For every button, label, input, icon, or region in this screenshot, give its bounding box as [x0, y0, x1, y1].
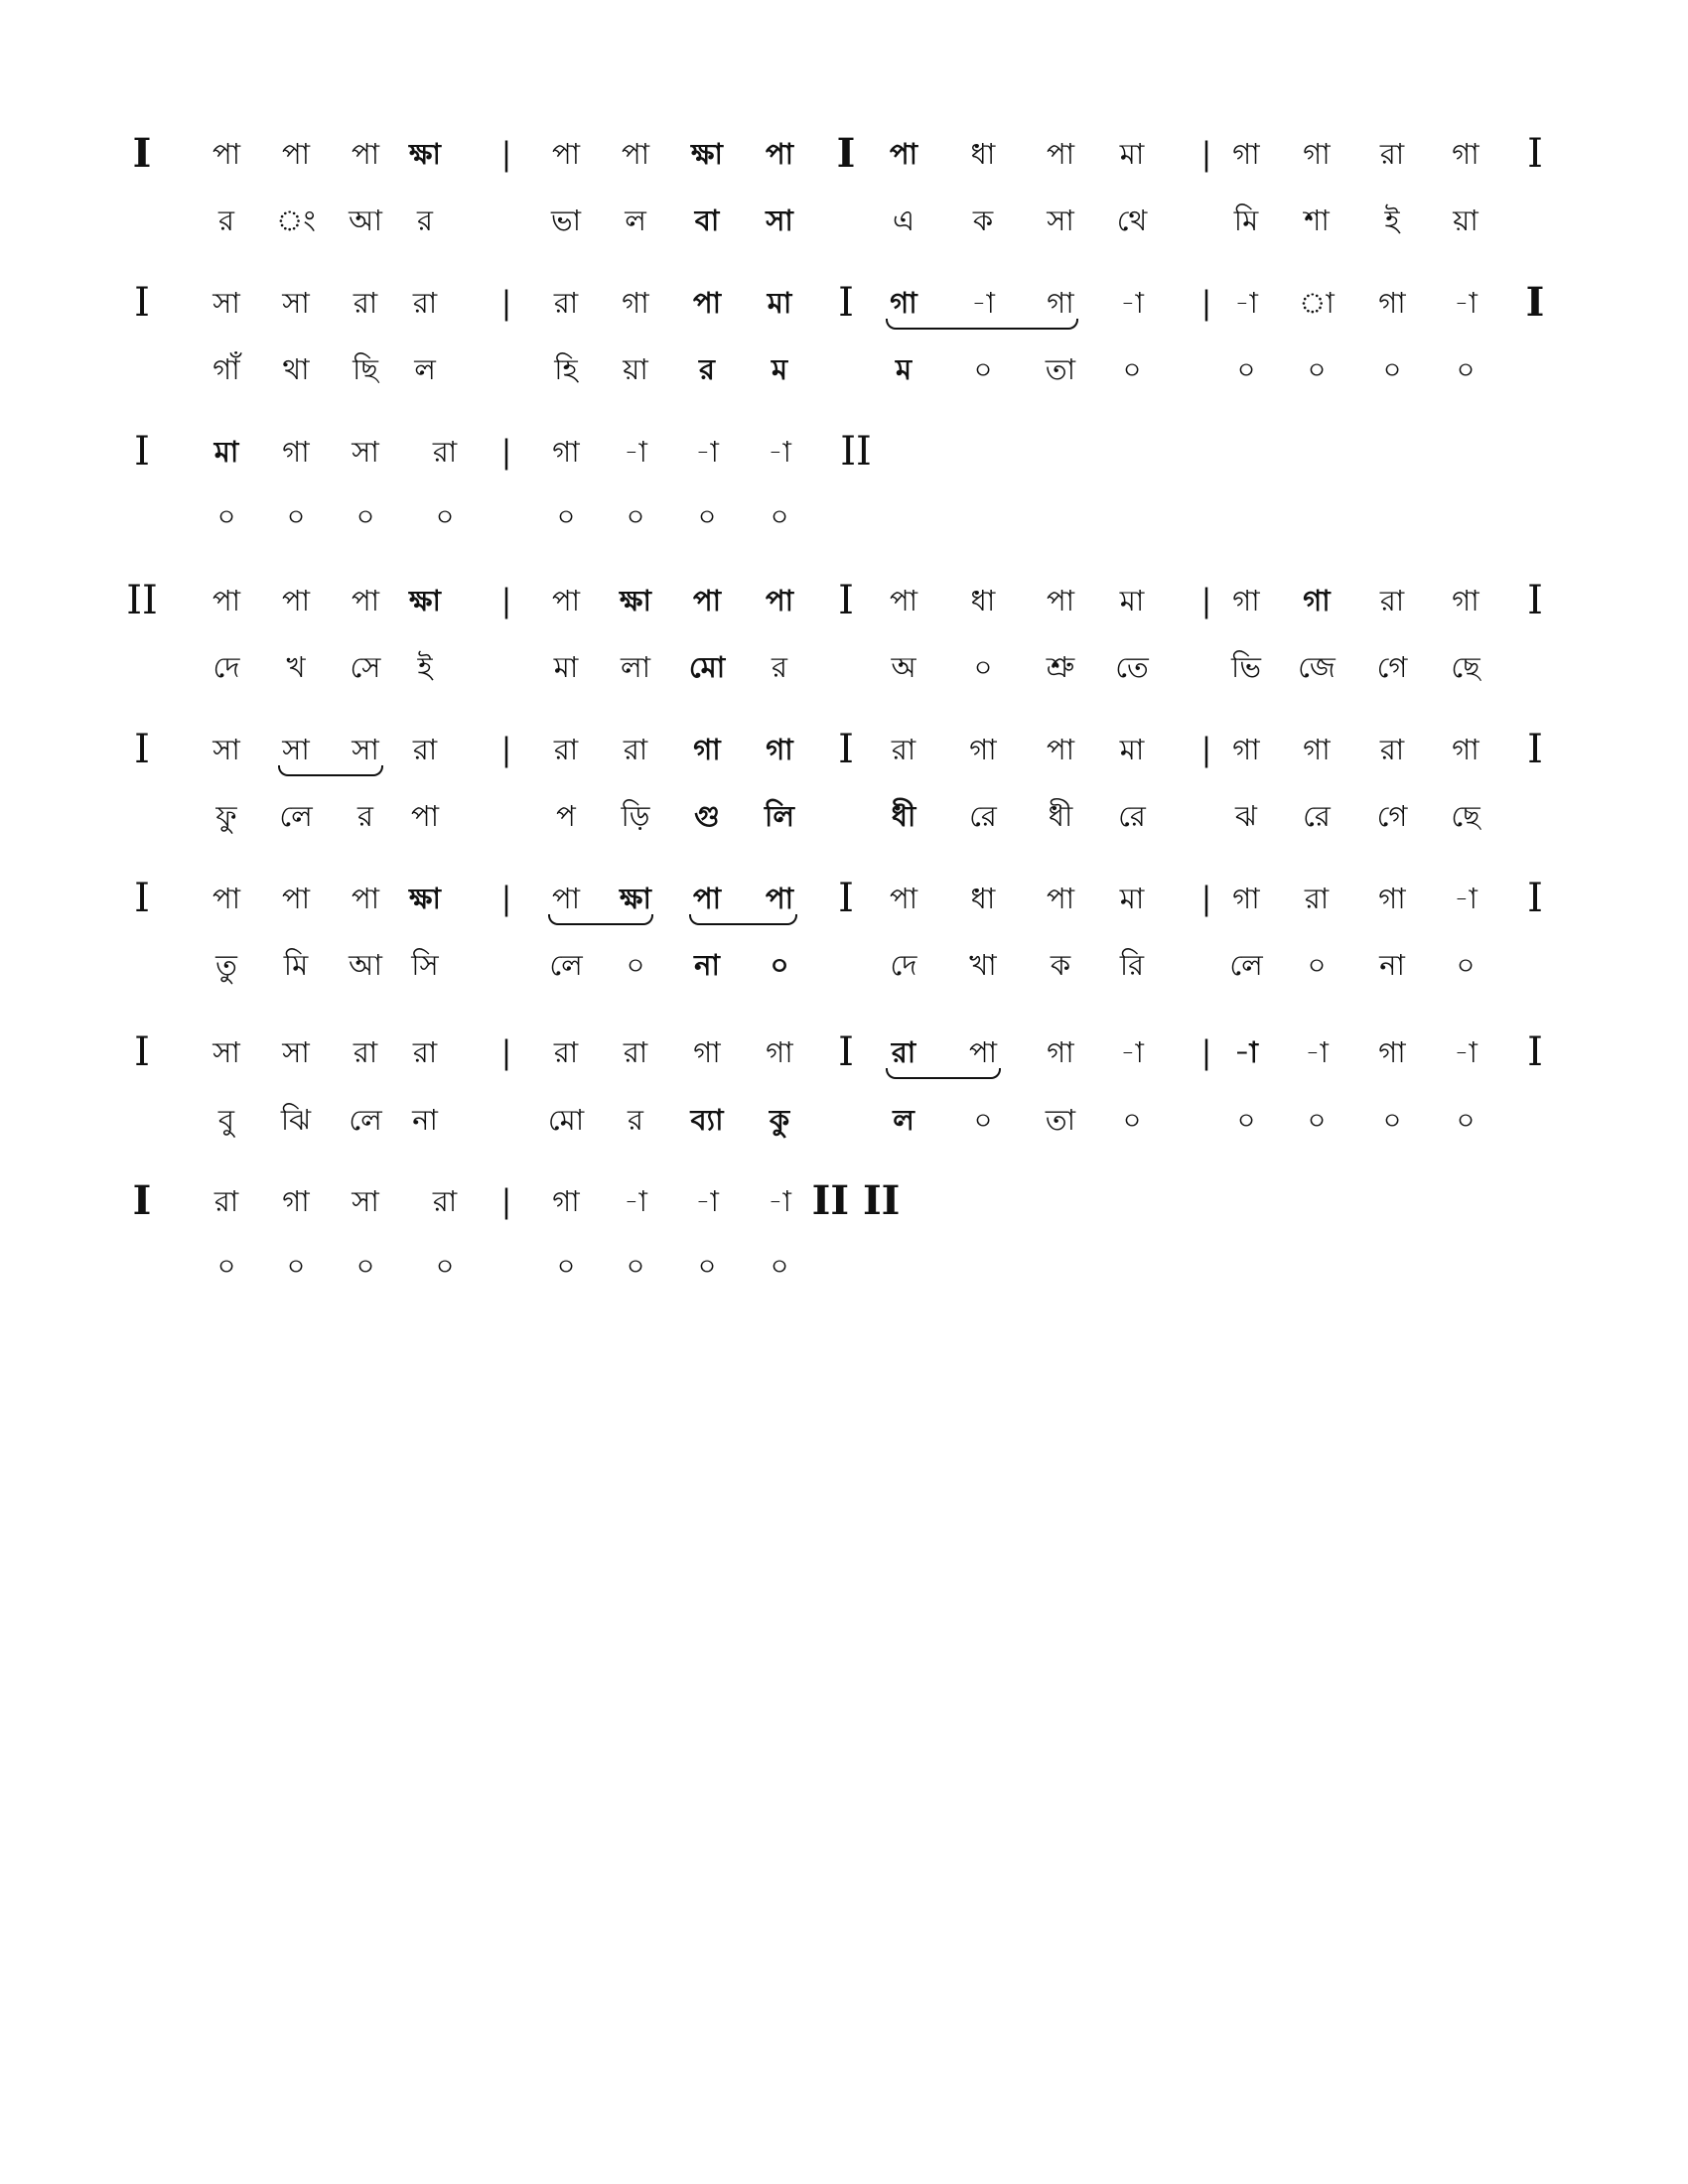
lyric-syllable: মি: [1233, 204, 1259, 237]
swara-note: গা: [1047, 286, 1074, 320]
swara-note: পা: [1046, 733, 1075, 766]
lyric-syllable: ম: [895, 352, 913, 386]
swara-note: মা: [213, 435, 239, 469]
swara-note: গা: [1452, 733, 1479, 766]
lyric-row-3: [0, 486, 1688, 546]
beat-divider: |: [1200, 582, 1212, 619]
lyric-syllable: ঝি: [280, 1103, 312, 1137]
lyric-syllable: প: [556, 799, 576, 833]
swara-note: ক্ষা: [620, 584, 651, 617]
lyric-syllable: র: [417, 204, 433, 237]
beat-divider: |: [1200, 880, 1212, 917]
swara-note: -া: [1120, 1035, 1144, 1069]
swara-note: রা: [891, 1035, 916, 1069]
lyric-syllable: রি: [1119, 948, 1145, 982]
swara-row-3: [0, 422, 1688, 481]
bar-line: I: [836, 130, 856, 177]
lyric-syllable: ল: [625, 204, 646, 237]
swara-note: সা: [212, 286, 240, 320]
beat-divider: |: [1200, 731, 1212, 768]
lyric-syllable: ফু: [215, 799, 237, 833]
swara-note: ধা: [970, 137, 996, 171]
lyric-syllable: ০: [435, 499, 455, 533]
bar-line: I: [132, 130, 152, 177]
swara-note: পা: [621, 137, 650, 171]
swara-note: মা: [1119, 137, 1145, 171]
bar-line: I: [838, 876, 854, 921]
lyric-syllable: ০: [770, 948, 789, 982]
lyric-syllable: সা: [766, 204, 793, 237]
swara-note: রা: [553, 1035, 579, 1069]
bar-line: II: [126, 578, 158, 623]
swara-note: রা: [1379, 137, 1405, 171]
lyric-syllable: ই: [417, 650, 433, 684]
lyric-syllable: রে: [1118, 799, 1146, 833]
swara-note: গা: [622, 286, 649, 320]
swara-note: পা: [351, 137, 380, 171]
swara-note: গা: [969, 733, 997, 766]
bar-line: I: [134, 429, 150, 475]
bar-line: I: [134, 1029, 150, 1075]
lyric-syllable: তা: [1045, 1103, 1076, 1137]
swara-note: রা: [1304, 882, 1330, 915]
lyric-syllable: হি: [554, 352, 578, 386]
lyric-syllable: মো: [547, 1103, 585, 1137]
swara-note: রা: [553, 286, 579, 320]
swara-note: পা: [551, 882, 581, 915]
swara-note: রা: [1379, 584, 1405, 617]
swara-note: পা: [889, 882, 918, 915]
lyric-syllable: ভি: [1231, 650, 1261, 684]
lyric-row-5: [0, 786, 1688, 846]
swara-note: মা: [767, 286, 792, 320]
swara-note: গা: [693, 733, 721, 766]
lyric-syllable: ০: [1307, 948, 1327, 982]
swara-note: পা: [551, 584, 581, 617]
beat-divider: |: [500, 433, 512, 471]
lyric-syllable: ল: [893, 1103, 914, 1137]
lyric-syllable: থা: [282, 352, 310, 386]
slur-arc: [886, 319, 1078, 330]
swara-note: -া: [695, 435, 719, 469]
lyric-syllable: ০: [1456, 352, 1476, 386]
beat-divider: |: [500, 731, 512, 768]
swara-note: পা: [765, 882, 794, 915]
swara-note: মা: [1119, 733, 1145, 766]
lyric-syllable: তা: [1045, 352, 1076, 386]
lyric-syllable: শা: [1304, 204, 1330, 237]
lyric-syllable: সি: [411, 948, 439, 982]
lyric-syllable: ব্যা: [690, 1103, 724, 1137]
lyric-syllable: মো: [688, 650, 726, 684]
lyric-syllable: গাঁ: [212, 352, 240, 386]
swara-note: রা: [553, 733, 579, 766]
beat-divider: |: [500, 135, 512, 173]
lyric-syllable: দে: [890, 948, 917, 982]
swara-row-8: [0, 1171, 1688, 1231]
lyric-syllable: আ: [349, 204, 382, 237]
swara-note: গা: [766, 1035, 793, 1069]
swara-note: -া: [1454, 1035, 1477, 1069]
bar-line: I: [1527, 876, 1543, 921]
beat-divider: |: [500, 1182, 512, 1220]
lyric-syllable: র: [772, 650, 787, 684]
swara-note: সা: [282, 733, 310, 766]
bar-line: I: [134, 280, 150, 326]
lyric-row-7: [0, 1090, 1688, 1150]
lyric-syllable: রে: [969, 799, 997, 833]
beat-divider: |: [1200, 135, 1212, 173]
lyric-syllable: খা: [969, 948, 997, 982]
bar-line: I: [838, 578, 854, 623]
bar-line: I: [1527, 727, 1543, 772]
swara-note: পা: [968, 1035, 998, 1069]
swara-note: সা: [352, 435, 379, 469]
lyric-syllable: ০: [1236, 352, 1256, 386]
swara-note: -া: [624, 1184, 647, 1218]
swara-note: -া: [1454, 882, 1477, 915]
lyric-syllable: লে: [1229, 948, 1263, 982]
swara-note: পা: [1046, 584, 1075, 617]
swara-note: রা: [352, 286, 378, 320]
swara-note: -া: [1234, 286, 1258, 320]
swara-note: -া: [1120, 286, 1144, 320]
swara-note: -া: [624, 435, 647, 469]
lyric-syllable: ল: [414, 352, 436, 386]
lyric-syllable: শ্রু: [1046, 650, 1075, 684]
swara-note: া: [1299, 286, 1335, 320]
swara-note: ক্ষা: [409, 882, 441, 915]
swara-note: গা: [1232, 584, 1260, 617]
swara-note: সা: [212, 733, 240, 766]
lyric-syllable: ০: [1456, 1103, 1476, 1137]
lyric-syllable: তু: [215, 948, 237, 982]
beat-divider: |: [500, 1033, 512, 1071]
swara-note: রা: [352, 1035, 378, 1069]
lyric-syllable: ০: [1307, 1103, 1327, 1137]
swara-note: রা: [1379, 733, 1405, 766]
swara-note: গা: [282, 1184, 310, 1218]
swara-note: গা: [1378, 882, 1406, 915]
swara-row-6: [0, 869, 1688, 928]
lyric-syllable: লা: [620, 650, 651, 684]
lyric-syllable: জে: [1298, 650, 1336, 684]
swara-note: পা: [351, 882, 380, 915]
swara-note: -া: [768, 1184, 791, 1218]
lyric-syllable: মি: [283, 948, 309, 982]
swara-note: রা: [412, 1035, 438, 1069]
swara-note: ধা: [970, 584, 996, 617]
lyric-syllable: গে: [1376, 650, 1408, 684]
swara-note: গা: [1303, 733, 1331, 766]
lyric-syllable: ০: [1236, 1103, 1256, 1137]
lyric-syllable: ছে: [1451, 650, 1480, 684]
swara-note: সা: [282, 1035, 310, 1069]
swara-note: গা: [1452, 137, 1479, 171]
lyric-syllable: ০: [973, 1103, 993, 1137]
lyric-syllable: র: [357, 799, 373, 833]
lyric-syllable: ই: [1384, 204, 1400, 237]
lyric-syllable: ড়ি: [621, 799, 650, 833]
lyric-syllable: ০: [216, 1249, 236, 1283]
swara-note: রা: [412, 286, 438, 320]
swara-note: রা: [213, 1184, 239, 1218]
swara-note: পা: [692, 286, 722, 320]
lyric-syllable: অ: [891, 650, 916, 684]
lyric-syllable: বা: [694, 204, 720, 237]
lyric-syllable: ০: [626, 499, 645, 533]
bar-line: I: [838, 280, 854, 326]
lyric-syllable: লি: [765, 799, 794, 833]
lyric-syllable: লে: [549, 948, 583, 982]
bar-line: I: [1527, 578, 1543, 623]
lyric-syllable: ছে: [1451, 799, 1480, 833]
swara-note: -া: [695, 1184, 719, 1218]
beat-divider: |: [500, 880, 512, 917]
lyric-syllable: গে: [1376, 799, 1408, 833]
lyric-syllable: না: [412, 1103, 438, 1137]
lyric-syllable: না: [1379, 948, 1405, 982]
swara-note: পা: [692, 882, 722, 915]
swara-note: ক্ষা: [409, 137, 441, 171]
swara-note: গা: [766, 733, 793, 766]
bar-line: I: [838, 1029, 854, 1075]
swara-note: গা: [552, 435, 580, 469]
lyric-syllable: ০: [1307, 352, 1327, 386]
swara-note: পা: [211, 882, 241, 915]
swara-note: পা: [211, 584, 241, 617]
lyric-syllable: গু: [694, 799, 720, 833]
swara-note: গা: [693, 1035, 721, 1069]
swara-note: পা: [692, 584, 722, 617]
lyric-syllable: ০: [286, 499, 306, 533]
lyric-syllable: ০: [626, 1249, 645, 1283]
lyric-syllable: র: [218, 204, 234, 237]
lyric-syllable: থে: [1116, 204, 1148, 237]
swara-note: রা: [623, 733, 648, 766]
swara-note: গা: [890, 286, 917, 320]
lyric-syllable: ০: [286, 1249, 306, 1283]
swara-note: পা: [765, 137, 794, 171]
swara-note: ক্ষা: [691, 137, 723, 171]
swara-note: সা: [352, 1184, 379, 1218]
slur-arc: [548, 914, 653, 925]
swara-note: মা: [1119, 882, 1145, 915]
lyric-syllable: ঝ: [1235, 799, 1257, 833]
lyric-syllable: ০: [216, 499, 236, 533]
lyric-syllable: তে: [1115, 650, 1149, 684]
lyric-syllable: ০: [697, 1249, 717, 1283]
swara-row-1: [0, 124, 1688, 184]
swara-note: পা: [765, 584, 794, 617]
swara-note: ক্ষা: [409, 584, 441, 617]
lyric-syllable: ০: [973, 650, 993, 684]
lyric-syllable: ০: [556, 499, 576, 533]
beat-divider: |: [500, 284, 512, 322]
swara-note: পা: [1046, 137, 1075, 171]
bar-line: II II: [811, 1177, 901, 1224]
bar-line: I: [838, 727, 854, 772]
swara-note: মা: [1119, 584, 1145, 617]
lyric-syllable: সা: [1047, 204, 1074, 237]
swara-note: পা: [281, 584, 311, 617]
swara-row-5: [0, 720, 1688, 779]
lyric-syllable: খ: [286, 650, 306, 684]
swara-note: -া: [1305, 1035, 1329, 1069]
beat-divider: |: [1200, 1033, 1212, 1071]
lyric-syllable: ০: [1382, 1103, 1402, 1137]
lyric-syllable: বু: [217, 1103, 235, 1137]
lyric-row-6: [0, 935, 1688, 995]
swara-note: পা: [889, 584, 918, 617]
swara-note: -া: [1454, 286, 1477, 320]
lyric-syllable: ০: [973, 352, 993, 386]
swara-note: পা: [551, 137, 581, 171]
lyric-syllable: ০: [770, 499, 789, 533]
swara-note: পা: [281, 882, 311, 915]
swara-note: গা: [1378, 1035, 1406, 1069]
swara-row-7: [0, 1023, 1688, 1082]
lyric-syllable: ০: [556, 1249, 576, 1283]
swara-note: গা: [1452, 584, 1479, 617]
lyric-syllable: ০: [1122, 1103, 1142, 1137]
lyric-syllable: র: [699, 352, 715, 386]
swara-note: ধা: [970, 882, 996, 915]
lyric-syllable: রে: [1303, 799, 1331, 833]
lyric-syllable: লে: [279, 799, 313, 833]
lyric-row-4: [0, 637, 1688, 697]
lyric-syllable: আ: [349, 948, 382, 982]
bar-line: I: [1527, 1029, 1543, 1075]
lyric-syllable: য়া: [623, 352, 648, 386]
swara-note: -া: [768, 435, 791, 469]
swara-note: রা: [432, 435, 458, 469]
swara-note: সা: [212, 1035, 240, 1069]
lyric-row-1: [0, 191, 1688, 250]
swara-note: পা: [889, 137, 918, 171]
lyric-syllable: র: [628, 1103, 643, 1137]
lyric-syllable: ভা: [550, 204, 582, 237]
swara-note: রা: [891, 733, 916, 766]
swara-note: গা: [1047, 1035, 1074, 1069]
lyric-syllable: ০: [1382, 352, 1402, 386]
swara-note: রা: [623, 1035, 648, 1069]
swara-note: পা: [351, 584, 380, 617]
swara-note: পা: [1046, 882, 1075, 915]
swara-note: গা: [1378, 286, 1406, 320]
swara-note: গা: [1303, 137, 1331, 171]
swara-note: গা: [552, 1184, 580, 1218]
swara-row-2: [0, 273, 1688, 333]
bar-line: II: [840, 429, 872, 475]
lyric-syllable: মা: [553, 650, 579, 684]
lyric-syllable: ক: [972, 204, 994, 237]
lyric-syllable: সে: [350, 650, 381, 684]
beat-divider: |: [500, 582, 512, 619]
bar-line: I: [134, 876, 150, 921]
lyric-syllable: ং: [276, 204, 316, 237]
lyric-row-2: [0, 340, 1688, 399]
lyric-syllable: ম: [771, 352, 788, 386]
lyric-syllable: পা: [410, 799, 440, 833]
lyric-syllable: ০: [1122, 352, 1142, 386]
swara-note: -া: [1234, 1035, 1258, 1069]
slur-arc: [278, 765, 383, 776]
lyric-syllable: ০: [435, 1249, 455, 1283]
bar-line: I: [134, 727, 150, 772]
swara-note: রা: [412, 733, 438, 766]
swara-note: পা: [281, 137, 311, 171]
swara-note: গা: [1303, 584, 1331, 617]
swara-note: গা: [1232, 733, 1260, 766]
beat-divider: |: [1200, 284, 1212, 322]
lyric-syllable: দে: [212, 650, 240, 684]
lyric-syllable: ০: [355, 1249, 375, 1283]
lyric-syllable: ছি: [352, 352, 378, 386]
lyric-syllable: ০: [355, 499, 375, 533]
swara-note: গা: [1232, 882, 1260, 915]
lyric-syllable: ধী: [1048, 799, 1073, 833]
swara-note: -া: [971, 286, 995, 320]
lyric-syllable: ০: [1456, 948, 1476, 982]
bar-line: I: [132, 1177, 152, 1224]
lyric-syllable: য়া: [1453, 204, 1478, 237]
lyric-syllable: ধী: [891, 799, 916, 833]
lyric-syllable: না: [694, 948, 720, 982]
lyric-row-8: [0, 1236, 1688, 1296]
lyric-syllable: এ: [892, 204, 915, 237]
lyric-syllable: ০: [770, 1249, 789, 1283]
swara-note: সা: [282, 286, 310, 320]
swara-note: সা: [352, 733, 379, 766]
lyric-syllable: লে: [349, 1103, 382, 1137]
lyric-syllable: ক: [1050, 948, 1071, 982]
bar-line: I: [1527, 131, 1543, 177]
swara-note: পা: [211, 137, 241, 171]
lyric-syllable: ০: [697, 499, 717, 533]
swara-note: রা: [432, 1184, 458, 1218]
swara-note: গা: [1232, 137, 1260, 171]
slur-arc: [886, 1068, 1001, 1079]
bar-line: I: [1525, 279, 1545, 326]
lyric-syllable: ০: [626, 948, 645, 982]
swara-note: গা: [282, 435, 310, 469]
lyric-syllable: কু: [769, 1103, 790, 1137]
swara-row-4: [0, 571, 1688, 630]
swara-note: ক্ষা: [620, 882, 651, 915]
slur-arc: [689, 914, 797, 925]
